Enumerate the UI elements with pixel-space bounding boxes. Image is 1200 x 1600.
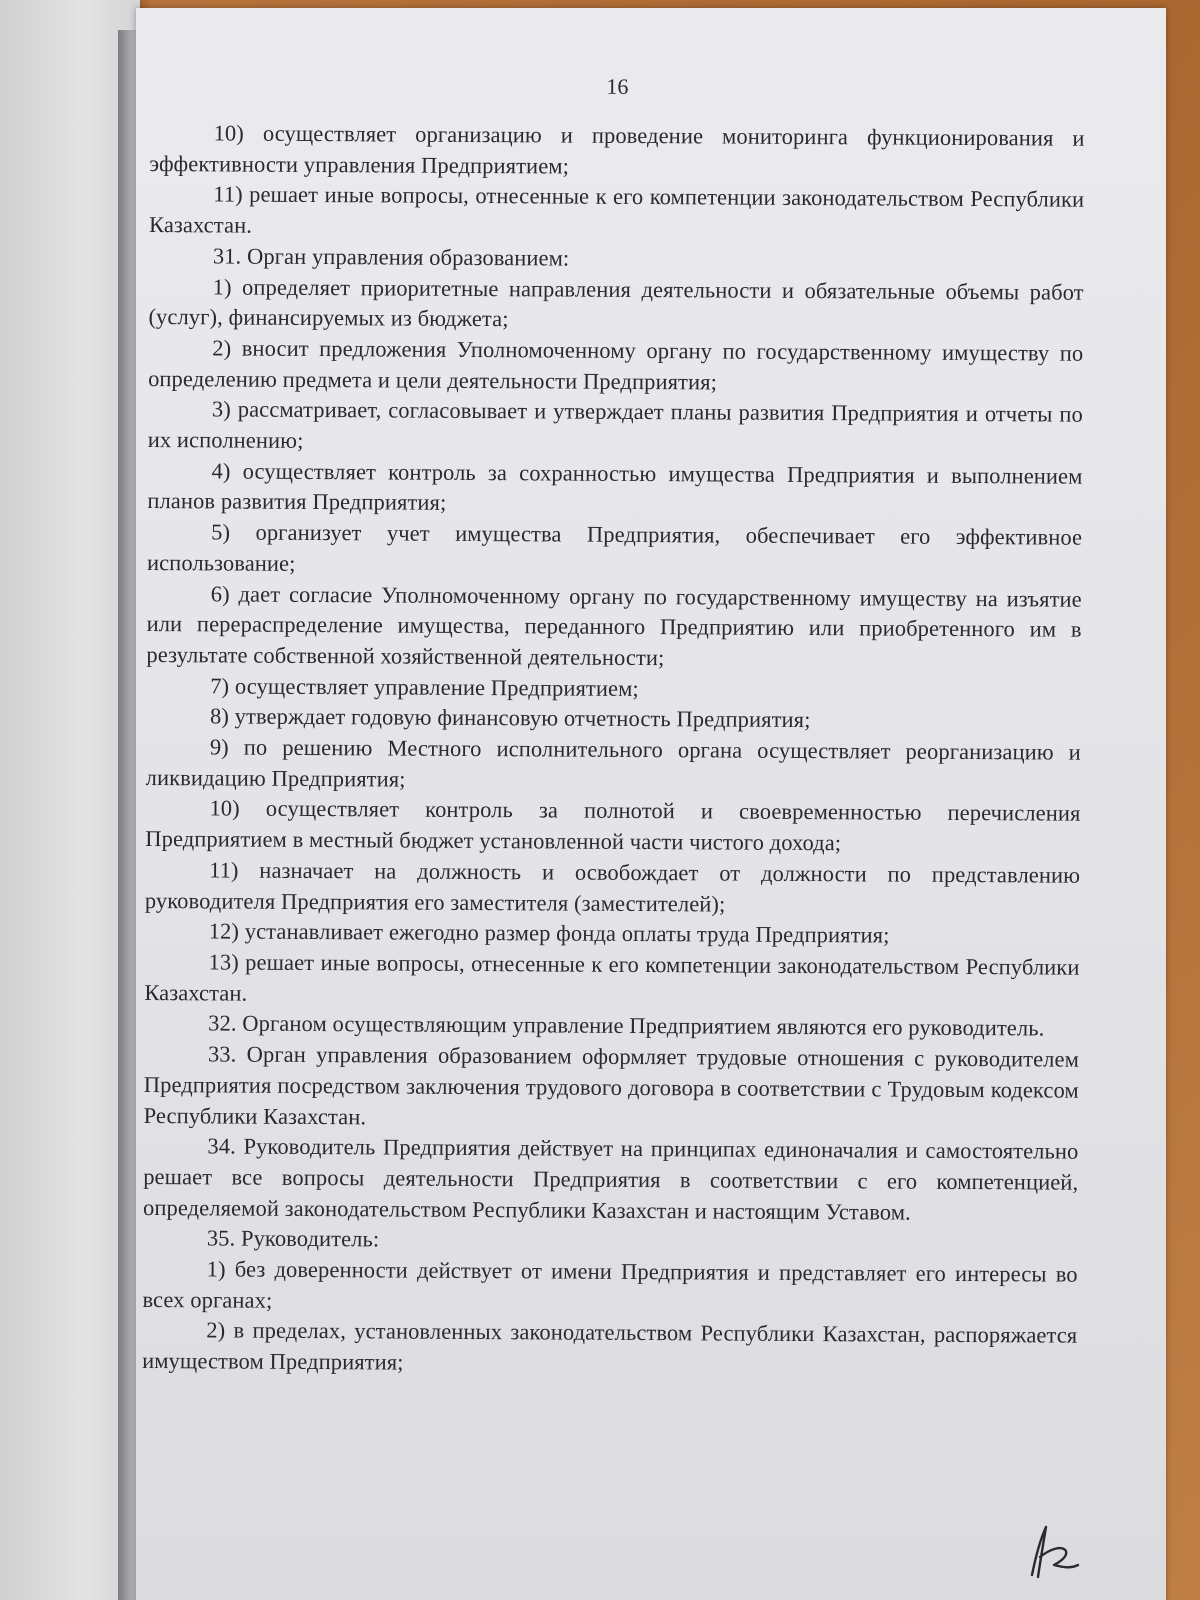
paragraph: 2) в пределах, установленных законодательством Республики Казахстан, распоряжается имуществом Предприятия; [142, 1317, 1078, 1375]
paragraph: 13) решает иные вопросы, отнесенные к его компетенции законодательством Республики Казахстан. [144, 949, 1080, 1006]
paragraph: 6) дает согласие Уполномоченному органу по государственному имуществу на изъятие или перераспределение имущества, переданного Предприятию или приобретенного им в результате собственной хозяйственной деятельности; [146, 580, 1082, 671]
paragraph: 11) назначает на должность и освобождает от должности по представлению руководителя Предприятия его заместителя (заместителей); [144, 857, 1081, 917]
paragraph: 33. Орган управления образованием оформляет трудовые отношения с руководителем Предприятия посредством заключения трудового договора в соответствии с Трудовым кодексом Республики Казахстан. [143, 1041, 1080, 1129]
section-heading: 31. Орган управления образованием: [212, 243, 570, 271]
signature-mark [1010, 1505, 1090, 1585]
page-number: 16 [606, 73, 629, 99]
document-text [142, 70, 1085, 1383]
paragraph: 32. Органом осуществляющим управление Предприятием являются его руководитель. [208, 1010, 1045, 1041]
paragraph: 7) осуществляет управление Предприятием; [210, 673, 639, 701]
paragraph: 4) осуществляет контроль за сохранностью имущества Предприятия и выполнением планов развития Предприятия; [147, 458, 1083, 516]
paragraph: 11) решает иные вопросы, отнесенные к его компетенции законодательством Республики Казахстан. [148, 181, 1085, 238]
paragraph: 1) без доверенности действует от имени Предприятия и представляет его интересы во всех органах; [142, 1256, 1078, 1313]
paragraph: 1) определяет приоритетные направления деятельности и обязательные объемы работ (услуг), финансируемых из бюджета; [148, 273, 1084, 332]
paragraph: 5) организует учет имущества Предприятия, обеспечивает его эффективное использование; [146, 519, 1083, 576]
paragraph: 2) вносит предложения Уполномоченному органу по государственному имуществу по определению предмета и цели деятельности Предприятия; [148, 335, 1084, 395]
paragraph: 34. Руководитель Предприятия действует на принципах единоначалия и самостоятельно решает все вопросы деятельности Предприятия в соответствии с его компетенцией, определяемой законодательством Республики Казахстан и настоящим Уставом. [142, 1133, 1079, 1225]
paragraph: 10) осуществляет организацию и проведение мониторинга функционирования и эффективности управления Предприятием; [149, 120, 1085, 179]
paragraph: 10) осуществляет контроль за полнотой и своевременностью перечисления Предприятием в местный бюджет установленной части чистого дохода; [145, 795, 1081, 856]
paragraph: 3) рассматривает, согласовывает и утверждает планы развития Предприятия и отчеты по их исполнению; [147, 396, 1083, 453]
section-heading: 35. Руководитель: [206, 1225, 380, 1252]
paragraph: 12) устанавливает ежегодно размер фонда оплаты труда Предприятия; [208, 918, 890, 948]
paragraph: 8) утверждает годовую финансовую отчетность Предприятия; [209, 703, 811, 733]
paragraph: 9) по решению Местного исполнительного органа осуществляет реорганизацию и ликвидацию Предприятия; [145, 734, 1081, 792]
